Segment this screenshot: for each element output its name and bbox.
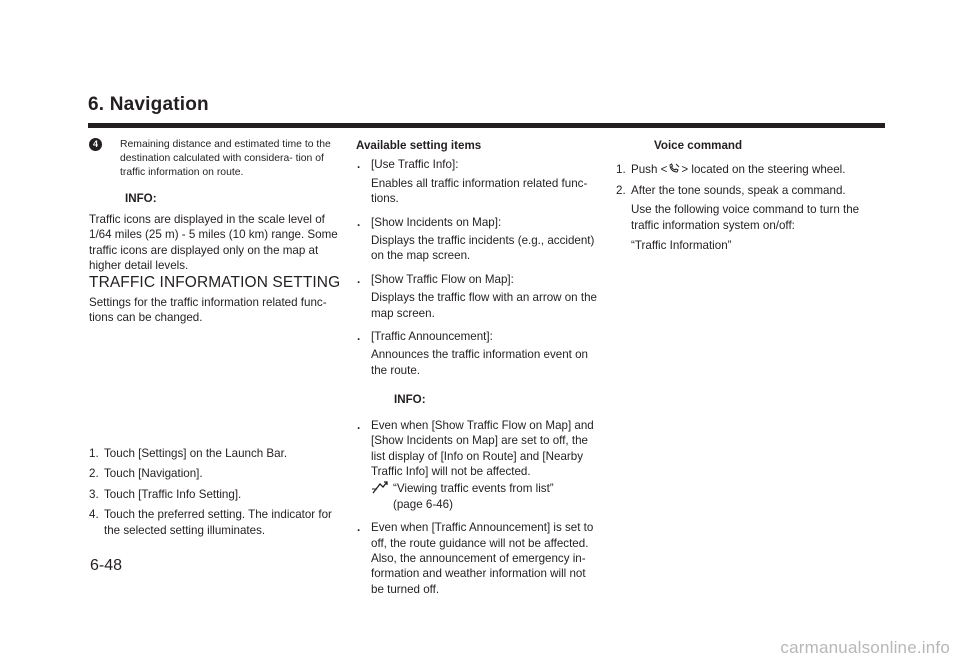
setting-desc: Displays the traffic flow with an arrow on the map screen. [371,291,597,320]
settings-list [356,157,601,378]
reference-arrow-icon [371,481,393,512]
step-text-pre: Push < [631,163,668,177]
step-item [89,487,339,502]
bullet: . [357,330,361,344]
step-number: 2. [89,467,99,481]
page-number: 6-48 [90,557,123,574]
page-reference [371,481,601,512]
setting-desc: Enables all traffic information related func- tions. [371,176,588,206]
callout-4 [89,138,341,180]
step-text: Touch [Navigation]. [104,467,203,481]
info-list [356,418,601,597]
bullet: . [357,215,361,229]
bullet: . [357,272,361,286]
chapter-title: 6. Navigation [88,94,209,115]
info-label: INFO: [125,192,157,205]
info-item [356,520,601,597]
reference-title[interactable]: “Viewing traffic events from list” [393,482,554,496]
section-title: TRAFFIC INFORMATION SETTING [89,274,341,291]
step-item [616,183,868,254]
info-label-2: INFO: [394,393,426,407]
step-item [89,507,339,538]
bullet: . [357,521,361,535]
section-paragraph [89,295,339,326]
step-number: 4. [89,508,99,522]
voice-command-quote: “Traffic Information” [631,239,732,253]
callout-text: Remaining distance and estimated time to the destination calculated with considera- tion of traffic information on route. [120,139,331,178]
bullet: . [357,418,361,432]
info-item [356,418,601,512]
voice-command-heading: Voice command [654,139,743,152]
settings-column [356,138,601,605]
setting-title: [Traffic Announcement]: [371,330,493,344]
setting-desc: Announces the traffic information event on the route. [371,348,588,377]
setting-item [356,272,601,321]
setting-title: [Show Incidents on Map]: [371,215,502,229]
info-item-text: Even when [Traffic Announcement] is set to off, the route guidance will not be affected. Also, the announcement of emergency in- formation and weather information will not be turned off. [371,521,594,596]
step-item [616,162,868,177]
step-number: 2. [616,183,626,197]
setting-item [356,157,601,206]
step-number: 3. [89,487,99,501]
watermark: carmanualsonline.info [780,638,950,657]
step-item [89,446,339,461]
info-paragraph [89,212,339,274]
steps-list [89,446,339,543]
phone-voice-icon [667,162,681,177]
info-text: Traffic icons are displayed in the scale level of 1/64 miles (25 m) - 5 miles (10 km) range. Some traffic icons are displayed only on the map at higher detail levels. [89,213,338,273]
setting-item [356,215,601,264]
step-text: After the tone sounds, speak a command. [631,183,846,197]
callout-number-badge: 4 [89,138,102,151]
step-text-post: > located on the steering wheel. [681,163,846,177]
settings-heading: Available setting items [356,139,482,152]
step-text: Touch [Settings] on the Launch Bar. [104,447,288,460]
setting-desc: Displays the traffic incidents (e.g., accident) on the map screen. [371,234,595,263]
step-number: 1. [616,163,626,177]
section-text: Settings for the traffic information related func- tions can be changed. [89,296,327,325]
step-subtext: Use the following voice command to turn the traffic information system on/off: [631,203,860,232]
setting-title: [Show Traffic Flow on Map]: [371,272,514,286]
voice-command-column [616,138,868,258]
step-text: Touch [Traffic Info Setting]. [104,487,242,501]
step-number: 1. [89,447,99,460]
setting-item [356,329,601,378]
bullet: . [357,158,361,172]
header-rule [88,123,885,128]
step-item [89,466,339,481]
step-text: Touch the preferred setting. The indicator for the selected setting illuminates. [104,508,332,537]
setting-title: [Use Traffic Info]: [371,158,459,172]
reference-page[interactable]: (page 6-46) [393,497,453,511]
info-item-text: Even when [Show Traffic Flow on Map] and [Show Incidents on Map] are set to off, the list display of [Info on Route] and [Nearby Traffic Info] will not be affected. [371,418,594,478]
